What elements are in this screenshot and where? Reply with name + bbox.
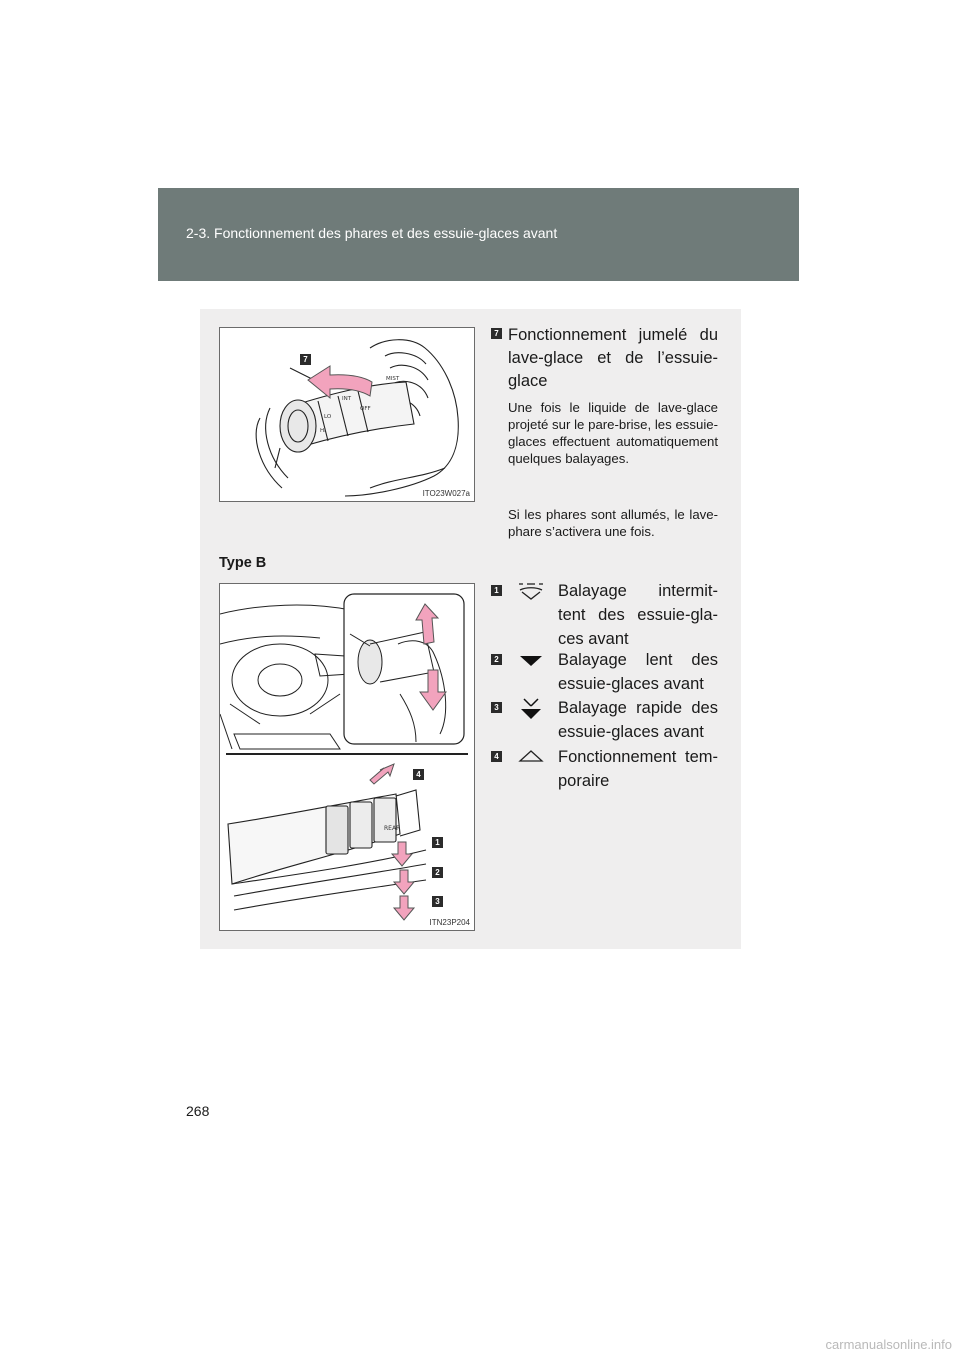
section7-heading: Fonctionnement jumelé du lave-glace et de l’essuie-glace [508, 326, 718, 390]
figure1-code: ITO23W027a [422, 489, 470, 498]
wiper-low-icon [509, 650, 552, 672]
page-number: 268 [186, 1103, 210, 1119]
wiper-high-icon [509, 696, 552, 722]
figure-type-b-lever [219, 583, 475, 931]
washer-illustration [220, 328, 474, 501]
badge-1: 1 [491, 585, 502, 596]
item-4-text: Fonctionnement tem-poraire [558, 748, 718, 790]
figure-washer-operation [219, 327, 475, 502]
figure1-callout: 7 [300, 354, 311, 365]
section7-paragraph-1: Une fois le liquide de lave-glace projeté sur le pare-brise, les essuie-glaces effectuent automatiquement quelques balayages. [508, 400, 718, 466]
watermark: carmanualsonline.info [825, 1337, 952, 1352]
wiper-mist-icon [509, 745, 552, 767]
label-mist: MIST [386, 376, 400, 382]
item-2-text: Balayage lent des essuie-glaces avant [558, 651, 718, 693]
badge-4: 4 [491, 751, 502, 762]
item-3-text: Balayage rapide des essuie-glaces avant [558, 699, 718, 741]
label-lo: LO [324, 414, 332, 420]
section7-paragraph-2: Si les phares sont allumés, le lave-phare s’activera une fois. [508, 507, 718, 539]
figure2-callout-1: 1 [432, 837, 443, 848]
figure2-callout-4: 4 [413, 769, 424, 780]
type-b-illustration [220, 584, 474, 930]
figure2-code: ITN23P204 [429, 918, 470, 927]
label-off: OFF [360, 406, 371, 412]
figure2-callout-2: 2 [432, 867, 443, 878]
wiper-intermittent-icon [509, 580, 552, 602]
badge-2: 2 [491, 654, 502, 665]
label-hi: HI [320, 428, 326, 434]
badge-3: 3 [491, 702, 502, 713]
section-header [158, 188, 799, 281]
badge-7: 7 [491, 328, 502, 339]
type-b-label: Type B [219, 555, 267, 571]
item-1-text: Balayage intermit-tent des essuie-gla-ces avant [558, 582, 718, 648]
label-rear: REAR [384, 825, 401, 832]
label-int: INT [342, 396, 352, 402]
figure2-callout-3: 3 [432, 896, 443, 907]
section-title: 2-3. Fonctionnement des phares et des essuie-glaces avant [186, 225, 558, 241]
